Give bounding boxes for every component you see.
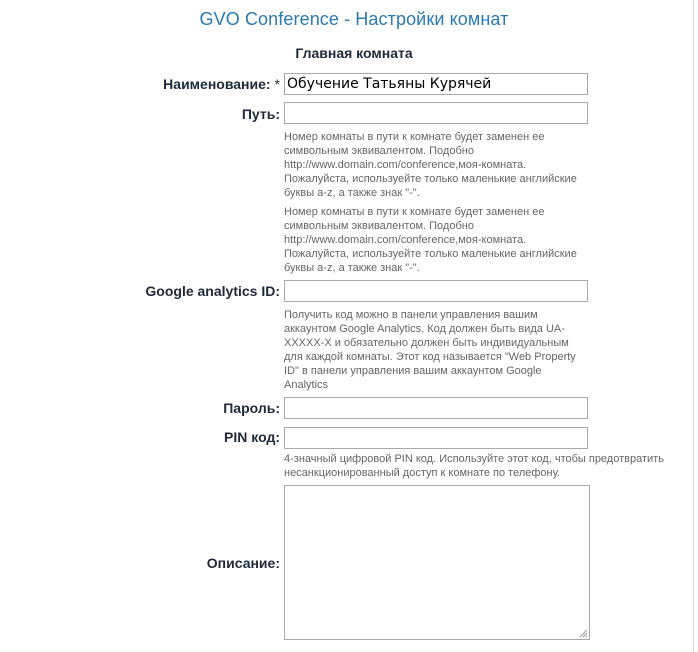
path-hint-2: Номер комнаты в пути к комнате будет заменен ее символьным эквивалентом. Подобно http://www.domain.com/conference,моя-комната. Пожалуйста, используейте только маленькие английские буквы a-z, а также знак "-". [284,206,577,274]
required-mark: * [274,76,280,92]
name-label-row [163,76,280,92]
description-label: Описание: [206,555,280,571]
section-title: Главная комната [295,45,413,61]
google-analytics-input[interactable] [284,280,588,302]
path-label: Путь: [241,106,280,122]
path-input[interactable] [284,102,588,124]
pin-hint: 4-значный цифровой PIN код. Используйте этот код, чтобы предотвратить несанкционированный доступ к комнате по телефону. [284,453,664,479]
path-hint-1: Номер комнаты в пути к комнате будет заменен ее символьным эквивалентом. Подобно http://www.domain.com/conference,моя-комната. Пожалуйста, используейте только маленькие английские буквы a-z, а также знак "-". [284,131,577,199]
pin-label: PIN код: [224,429,280,445]
description-textarea[interactable] [284,485,590,640]
name-label: Наименование: [163,76,271,92]
page-title: GVO Conference - Настройки комнат [199,9,509,29]
password-label: Пароль: [223,400,280,416]
pin-input[interactable] [284,427,588,449]
google-analytics-hint: Получить код можно в панели управления вашим аккаунтом Google Analytics. Код должен быть вида UA- XXXXX-X и обязательно должен быть индивидуальным для каждой комнаты. Этот код называется "Web Property ID" в панели управления вашим аккаунтом Google Analytics [284,309,576,391]
resize-grip-icon[interactable] [578,628,588,638]
name-input[interactable] [284,73,588,95]
password-input[interactable] [284,397,588,419]
page-right-border [693,0,694,652]
google-analytics-label: Google analytics ID: [145,283,280,299]
